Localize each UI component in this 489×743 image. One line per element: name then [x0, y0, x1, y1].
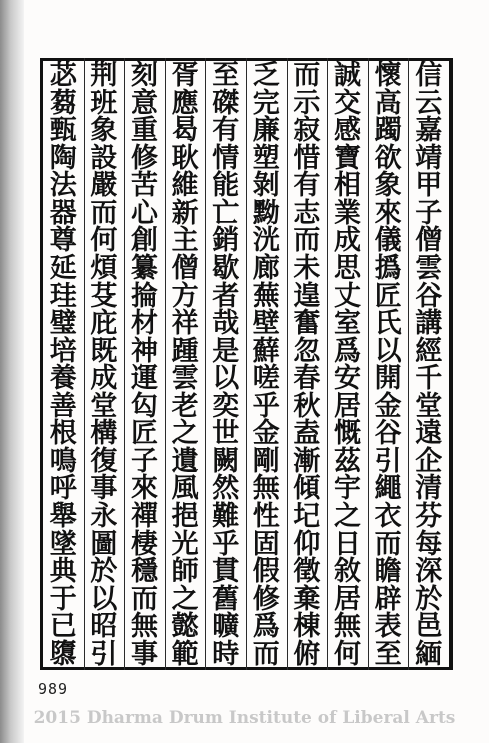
glyph: 宇 — [334, 473, 361, 505]
glyph: 何 — [90, 225, 118, 257]
glyph: 甲 — [415, 170, 443, 202]
glyph: 苦 — [131, 170, 158, 202]
glyph: 乎 — [212, 528, 240, 560]
glyph: 剝 — [252, 170, 280, 202]
glyph: 昭 — [90, 611, 118, 643]
glyph: 奕 — [212, 390, 240, 422]
text-column-8 — [126, 62, 164, 668]
glyph: 能 — [212, 170, 240, 202]
glyph: 廊 — [252, 252, 280, 284]
glyph: 師 — [171, 556, 199, 588]
glyph: 嗟 — [252, 363, 280, 395]
glyph: 而 — [293, 60, 321, 91]
glyph: 瞻 — [374, 556, 402, 588]
glyph: 養 — [49, 363, 77, 395]
glyph: 材 — [131, 308, 158, 340]
glyph: 根 — [49, 418, 77, 450]
glyph: 業 — [334, 197, 361, 229]
glyph: 慨 — [334, 418, 361, 450]
glyph: 棲 — [131, 528, 158, 560]
glyph: 感 — [334, 115, 361, 147]
glyph: 僧 — [415, 225, 443, 257]
glyph: 而 — [293, 225, 321, 257]
glyph: 塑 — [252, 142, 280, 174]
glyph: 辟 — [374, 583, 402, 615]
glyph: 歇 — [212, 252, 240, 284]
text-column-10 — [44, 62, 82, 668]
glyph: 祥 — [171, 308, 199, 340]
glyph: 之 — [171, 418, 199, 450]
glyph: 室 — [334, 308, 361, 340]
glyph: 蘚 — [252, 335, 280, 367]
glyph: 主 — [171, 225, 199, 257]
glyph: 俯 — [293, 638, 321, 670]
glyph: 煩 — [90, 252, 118, 284]
glyph: 春 — [293, 363, 321, 395]
glyph: 曷 — [171, 115, 199, 147]
glyph: 講 — [415, 308, 443, 340]
glyph: 重 — [131, 115, 158, 147]
text-column-4 — [288, 62, 326, 668]
glyph: 蕪 — [252, 280, 280, 312]
glyph: 嘉 — [415, 115, 443, 147]
glyph: 方 — [171, 280, 199, 312]
glyph: 躅 — [374, 115, 402, 147]
glyph: 以 — [374, 335, 402, 367]
glyph: 老 — [171, 390, 199, 422]
glyph: 荆 — [90, 60, 118, 91]
glyph: 交 — [334, 87, 361, 119]
glyph: 圮 — [293, 501, 321, 532]
glyph: 者 — [212, 280, 240, 312]
glyph: 廉 — [252, 115, 280, 147]
glyph: 隳 — [49, 638, 77, 670]
glyph: 掄 — [131, 280, 158, 312]
glyph: 洸 — [252, 225, 280, 257]
glyph: 引 — [374, 445, 402, 477]
glyph: 安 — [334, 363, 361, 395]
glyph: 事 — [90, 473, 118, 505]
glyph: 清 — [415, 473, 443, 505]
glyph: 示 — [293, 87, 321, 119]
glyph: 日 — [334, 528, 361, 560]
glyph: 盍 — [293, 418, 321, 450]
glyph: 衣 — [374, 501, 402, 532]
glyph: 器 — [49, 197, 77, 229]
glyph: 設 — [90, 142, 118, 174]
glyph: 谷 — [374, 418, 402, 450]
glyph: 維 — [171, 170, 199, 202]
glyph: 以 — [212, 363, 240, 395]
glyph: 無 — [252, 473, 280, 505]
glyph: 爲 — [252, 611, 280, 643]
glyph: 鳴 — [49, 445, 77, 477]
glyph: 志 — [293, 197, 321, 229]
glyph: 呼 — [49, 473, 77, 505]
glyph: 芬 — [415, 501, 443, 532]
glyph: 範 — [171, 638, 199, 670]
glyph: 徵 — [293, 556, 321, 588]
glyph: 刻 — [131, 60, 158, 91]
glyph: 神 — [131, 335, 158, 367]
glyph: 舉 — [49, 501, 77, 532]
glyph: 復 — [90, 445, 118, 477]
glyph: 成 — [334, 225, 361, 257]
glyph: 經 — [415, 335, 443, 367]
glyph: 欲 — [374, 142, 402, 174]
glyph: 延 — [49, 252, 77, 284]
glyph: 陶 — [49, 142, 77, 174]
glyph: 爲 — [334, 335, 361, 367]
glyph: 已 — [49, 611, 77, 643]
text-column-1 — [410, 62, 448, 668]
glyph: 儀 — [374, 225, 402, 257]
glyph: 堂 — [90, 390, 118, 422]
glyph: 踵 — [171, 335, 199, 367]
glyph: 闕 — [212, 445, 240, 477]
glyph: 尊 — [49, 225, 77, 257]
glyph: 光 — [171, 528, 199, 560]
glyph: 固 — [252, 528, 280, 560]
glyph: 有 — [293, 170, 321, 202]
binding-shadow — [0, 0, 24, 743]
glyph: 乎 — [252, 390, 280, 422]
glyph: 假 — [252, 556, 280, 588]
glyph: 而 — [90, 197, 118, 229]
glyph: 未 — [293, 252, 321, 284]
glyph: 班 — [90, 87, 118, 119]
text-column-7 — [166, 62, 204, 668]
glyph: 之 — [171, 583, 199, 615]
glyph: 遺 — [171, 445, 199, 477]
glyph: 修 — [252, 583, 280, 615]
glyph: 墜 — [49, 528, 77, 560]
glyph: 苾 — [49, 60, 77, 91]
glyph: 既 — [90, 335, 118, 367]
glyph: 匠 — [131, 418, 158, 450]
glyph: 運 — [131, 363, 158, 395]
glyph: 谷 — [415, 280, 443, 312]
glyph: 無 — [334, 611, 361, 643]
text-column-3 — [329, 62, 367, 668]
glyph: 之 — [334, 501, 361, 532]
glyph: 黝 — [252, 197, 280, 229]
watermark: 2015 Dharma Drum Institute of Liberal Arts — [33, 708, 456, 728]
glyph: 構 — [90, 418, 118, 450]
glyph: 風 — [171, 473, 199, 505]
glyph: 來 — [131, 473, 158, 505]
glyph: 曠 — [212, 611, 240, 643]
glyph: 緬 — [415, 638, 443, 670]
glyph: 象 — [90, 115, 118, 147]
text-column-9 — [85, 62, 123, 668]
glyph: 匃 — [131, 390, 158, 422]
glyph: 圖 — [90, 528, 118, 560]
glyph: 應 — [171, 87, 199, 119]
glyph: 匠 — [374, 280, 402, 312]
text-column-6 — [207, 62, 245, 668]
glyph: 居 — [334, 583, 361, 615]
glyph: 乏 — [252, 60, 280, 91]
glyph: 禪 — [131, 501, 158, 532]
glyph: 至 — [212, 60, 240, 91]
glyph: 繩 — [374, 473, 402, 505]
glyph: 敘 — [334, 556, 361, 588]
glyph: 纂 — [131, 252, 158, 284]
glyph: 懷 — [374, 60, 402, 91]
glyph: 開 — [374, 363, 402, 395]
glyph: 銷 — [212, 225, 240, 257]
glyph: 善 — [49, 390, 77, 422]
glyph: 金 — [252, 418, 280, 450]
glyph: 貫 — [212, 556, 240, 588]
glyph: 無 — [131, 611, 158, 643]
glyph: 靖 — [415, 142, 443, 174]
cut-off-edge-column — [24, 62, 40, 668]
glyph: 而 — [252, 638, 280, 670]
text-column-5 — [247, 62, 285, 668]
glyph: 修 — [131, 142, 158, 174]
glyph: 惜 — [293, 142, 321, 174]
glyph: 雲 — [171, 363, 199, 395]
glyph: 僧 — [171, 252, 199, 284]
glyph: 邑 — [415, 611, 443, 643]
glyph: 於 — [90, 556, 118, 588]
page-number: 989 — [38, 680, 69, 698]
glyph: 來 — [374, 197, 402, 229]
glyph: 胥 — [171, 60, 199, 91]
glyph: 于 — [49, 583, 77, 615]
glyph: 性 — [252, 501, 280, 532]
glyph: 創 — [131, 225, 158, 257]
glyph: 珪 — [49, 280, 77, 312]
glyph: 云 — [415, 87, 443, 119]
glyph: 雲 — [415, 252, 443, 284]
glyph: 耿 — [171, 142, 199, 174]
glyph: 蒭 — [49, 87, 77, 119]
glyph: 氏 — [374, 308, 402, 340]
glyph: 企 — [415, 445, 443, 477]
glyph: 有 — [212, 115, 240, 147]
glyph: 遑 — [293, 280, 321, 312]
glyph: 棄 — [293, 583, 321, 615]
glyph: 心 — [131, 197, 158, 229]
glyph: 法 — [49, 170, 77, 202]
glyph: 懿 — [171, 611, 199, 643]
glyph: 忽 — [293, 335, 321, 367]
glyph: 相 — [334, 170, 361, 202]
glyph: 深 — [415, 556, 443, 588]
glyph: 情 — [212, 142, 240, 174]
glyph: 何 — [334, 638, 361, 670]
glyph: 甄 — [49, 115, 77, 147]
glyph: 千 — [415, 363, 443, 395]
glyph: 信 — [415, 60, 443, 91]
glyph: 奮 — [293, 308, 321, 340]
glyph: 寂 — [293, 115, 321, 147]
glyph: 成 — [90, 363, 118, 395]
glyph: 金 — [374, 390, 402, 422]
glyph: 然 — [212, 473, 240, 505]
glyph: 哉 — [212, 308, 240, 340]
glyph: 意 — [131, 87, 158, 119]
glyph: 至 — [374, 638, 402, 670]
glyph: 壁 — [252, 308, 280, 340]
glyph: 於 — [415, 583, 443, 615]
glyph: 以 — [90, 583, 118, 615]
glyph: 秋 — [293, 390, 321, 422]
glyph: 居 — [334, 390, 361, 422]
glyph: 培 — [49, 335, 77, 367]
glyph: 子 — [415, 197, 443, 229]
glyph: 剛 — [252, 445, 280, 477]
glyph: 事 — [131, 638, 158, 670]
glyph: 棟 — [293, 611, 321, 643]
glyph: 傾 — [293, 473, 321, 505]
glyph: 亡 — [212, 197, 240, 229]
glyph: 表 — [374, 611, 402, 643]
glyph: 穩 — [131, 556, 158, 588]
glyph: 子 — [131, 445, 158, 477]
text-column-2 — [369, 62, 407, 668]
glyph: 璧 — [49, 308, 77, 340]
glyph: 思 — [334, 252, 361, 284]
glyph: 而 — [374, 528, 402, 560]
glyph: 新 — [171, 197, 199, 229]
glyph: 漸 — [293, 445, 321, 477]
glyph: 仰 — [293, 528, 321, 560]
glyph: 堂 — [415, 390, 443, 422]
glyph: 磔 — [212, 87, 240, 119]
glyph: 舊 — [212, 583, 240, 615]
glyph: 丈 — [334, 280, 361, 312]
glyph: 茲 — [334, 445, 361, 477]
glyph: 象 — [374, 170, 402, 202]
glyph: 是 — [212, 335, 240, 367]
glyph: 誠 — [334, 60, 361, 91]
glyph: 難 — [212, 501, 240, 532]
glyph: 撝 — [374, 252, 402, 284]
glyph: 世 — [212, 418, 240, 450]
glyph: 遠 — [415, 418, 443, 450]
glyph: 而 — [131, 583, 158, 615]
glyph: 永 — [90, 501, 118, 532]
glyph: 時 — [212, 638, 240, 670]
glyph: 寶 — [334, 142, 361, 174]
glyph: 芟 — [90, 280, 118, 312]
glyph: 高 — [374, 87, 402, 119]
glyph: 完 — [252, 87, 280, 119]
glyph: 引 — [90, 638, 118, 670]
glyph: 庇 — [90, 308, 118, 340]
glyph: 嚴 — [90, 170, 118, 202]
glyph: 挹 — [171, 501, 199, 532]
glyph: 每 — [415, 528, 443, 560]
glyph: 典 — [49, 556, 77, 588]
